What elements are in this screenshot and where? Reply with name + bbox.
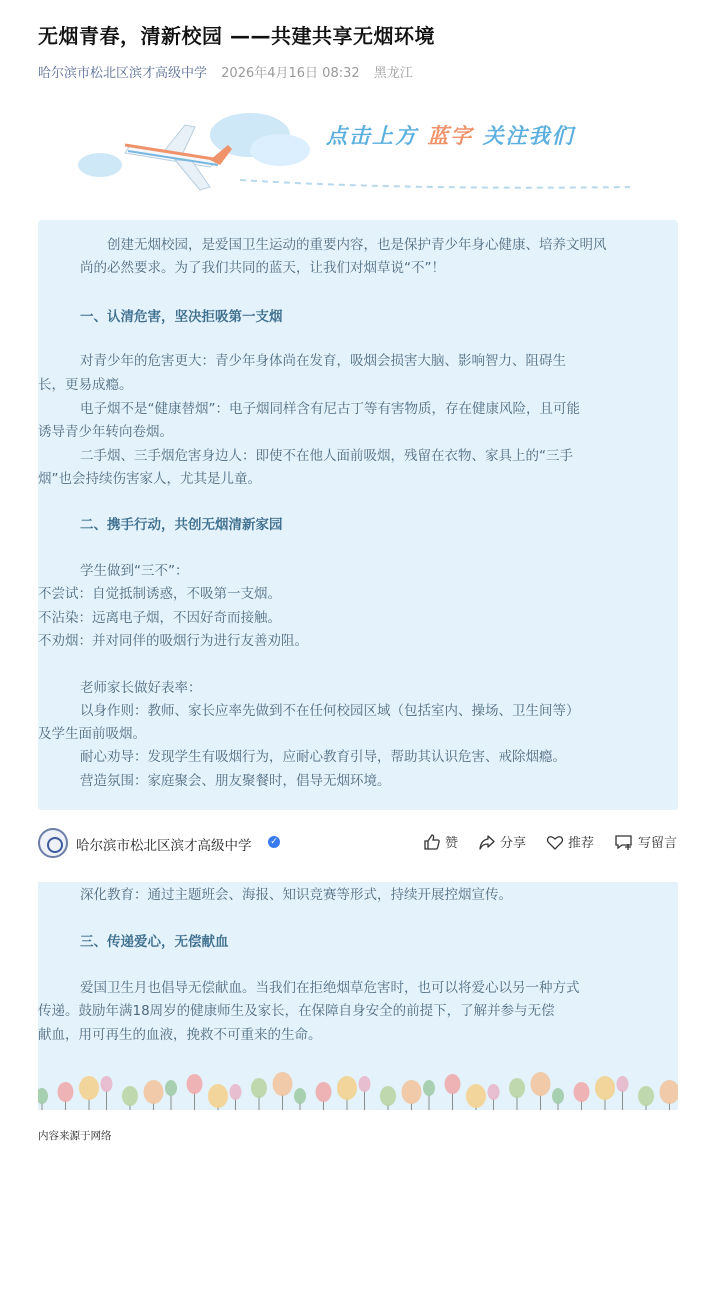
tree-crown — [638, 1086, 654, 1106]
recommend-label: 推荐 — [568, 836, 595, 851]
tree-crown — [423, 1080, 435, 1096]
tree-crown — [316, 1082, 332, 1102]
intro-paragraph: 创建无烟校园，是爱国卫生运动的重要内容，也是保护青少年身心健康、培养文明风 尚的必然要求。为了我们共同的蓝天，让我们对烟草说“不”！ — [80, 237, 607, 276]
share-button[interactable] — [478, 832, 526, 851]
bar-account-name[interactable]: 哈尔滨市松北区滨才高级中学 — [76, 838, 252, 854]
tree-crown — [509, 1078, 525, 1098]
harm-paragraph-3-cont: 烟”也会持续伤害家人，尤其是儿童。 — [38, 471, 261, 487]
share-label: 分享 — [500, 836, 527, 851]
student-item-1: 不尝试：自觉抵制诱惑，不吸第一支烟。 — [38, 586, 281, 602]
share-icon — [478, 833, 496, 851]
teacher-item-1: 以身作则：教师、家长应率先做到不在任何校园区域（包括室内、操场、卫生间等） — [80, 703, 580, 719]
comment-label: 写留言 — [638, 836, 678, 851]
tree-crown — [617, 1076, 629, 1092]
tree-crown — [531, 1072, 551, 1096]
source-note: 内容来源于网络 — [38, 1130, 112, 1142]
location: 黑龙江 — [373, 66, 413, 81]
teacher-item-1-cont: 及学生面前吸烟。 — [38, 726, 146, 742]
tree-crown — [79, 1076, 99, 1100]
tree-crown — [402, 1080, 422, 1104]
article-action-bar — [0, 812, 717, 878]
tree-crown — [445, 1074, 461, 1094]
tree-crown — [595, 1076, 615, 1100]
tree-crown — [660, 1080, 679, 1104]
tree-crown — [38, 1088, 48, 1104]
tree-crown — [208, 1084, 228, 1108]
tree-crown — [466, 1084, 486, 1108]
blood-paragraph-cont-1: 传递。鼓励年满18周岁的健康师生及家长，在保障自身安全的前提下，了解并参与无偿 — [38, 1003, 555, 1019]
tree-crown — [58, 1082, 74, 1102]
tree-crown — [273, 1072, 293, 1096]
section-heading-2: 二、携手行动，共创无烟清新家园 — [80, 517, 283, 533]
tree-crown — [165, 1080, 177, 1096]
tree-crown — [552, 1088, 564, 1104]
banner-highlight: 蓝字 — [427, 124, 474, 148]
article-title: 无烟青春，清新校园 ——共建共享无烟环境 — [38, 24, 435, 48]
tree-crown — [337, 1076, 357, 1100]
tree-crown — [187, 1074, 203, 1094]
banner-prefix: 点击上方 — [326, 124, 418, 148]
teacher-item-2: 耐心劝导：发现学生有吸烟行为，应耐心教育引导，帮助其认识危害、戒除烟瘾。 — [80, 749, 566, 765]
like-button[interactable] — [423, 832, 458, 851]
tree-crown — [574, 1082, 590, 1102]
comment-icon — [614, 833, 634, 851]
blood-paragraph: 爱国卫生月也倡导无偿献血。当我们在拒绝烟草危害时，也可以将爱心以另一种方式 — [80, 980, 580, 996]
heart-icon — [546, 833, 564, 851]
like-label: 赞 — [445, 836, 459, 851]
tree-crown — [294, 1088, 306, 1104]
student-item-3: 不劝烟：并对同伴的吸烟行为进行友善劝阻。 — [38, 633, 308, 649]
tree-crown — [144, 1080, 164, 1104]
section-heading-1: 一、认清危害，坚决拒吸第一支烟 — [80, 309, 283, 325]
recommend-button[interactable] — [546, 832, 594, 851]
publish-time: 2026年4月16日 08:32 — [221, 66, 360, 81]
follow-prompt[interactable] — [326, 120, 575, 150]
harm-paragraph-1: 对青少年的危害更大：青少年身体尚在发育，吸烟会损害大脑、影响智力、阻碍生 — [80, 353, 566, 369]
section-heading-3: 三、传递爱心，无偿献血 — [80, 934, 229, 950]
teacher-item-3: 营造氛围：家庭聚会、朋友聚餐时，倡导无烟环境。 — [80, 773, 391, 789]
tree-crown — [122, 1086, 138, 1106]
trees-decoration — [38, 1060, 678, 1110]
teacher-heading: 老师家长做好表率： — [80, 680, 202, 696]
blood-paragraph-cont-2: 献血，用可再生的血液，挽救不可重来的生命。 — [38, 1027, 322, 1043]
tree-crown — [251, 1078, 267, 1098]
teacher-item-4: 深化教育：通过主题班会、海报、知识竞赛等形式，持续开展控烟宣传。 — [80, 887, 512, 903]
banner-suffix: 关注我们 — [482, 124, 575, 148]
harm-paragraph-3: 二手烟、三手烟危害身边人：即使不在他人面前吸烟，残留在衣物、家具上的“三手 — [80, 448, 573, 464]
comment-button[interactable] — [614, 832, 677, 851]
student-heading: 学生做到“三不”： — [80, 563, 189, 579]
tree-crown — [380, 1086, 396, 1106]
student-item-2: 不沾染：远离电子烟，不因好奇而接触。 — [38, 610, 281, 626]
tree-crown — [359, 1076, 371, 1092]
account-link[interactable]: 哈尔滨市松北区滨才高级中学 — [38, 66, 208, 81]
verified-icon: ✓ — [268, 836, 280, 848]
harm-paragraph-1-cont: 长，更易成瘾。 — [38, 377, 133, 393]
harm-paragraph-2-cont: 诱导青少年转向卷烟。 — [38, 424, 173, 440]
tree-crown — [230, 1084, 242, 1100]
article-meta — [38, 62, 413, 81]
account-avatar[interactable] — [38, 828, 68, 858]
tree-crown — [488, 1084, 500, 1100]
thumbs-up-icon — [423, 833, 441, 851]
tree-crown — [101, 1076, 113, 1092]
harm-paragraph-2: 电子烟不是“健康替烟”：电子烟同样含有尼古丁等有害物质，存在健康风险，且可能 — [80, 401, 580, 417]
